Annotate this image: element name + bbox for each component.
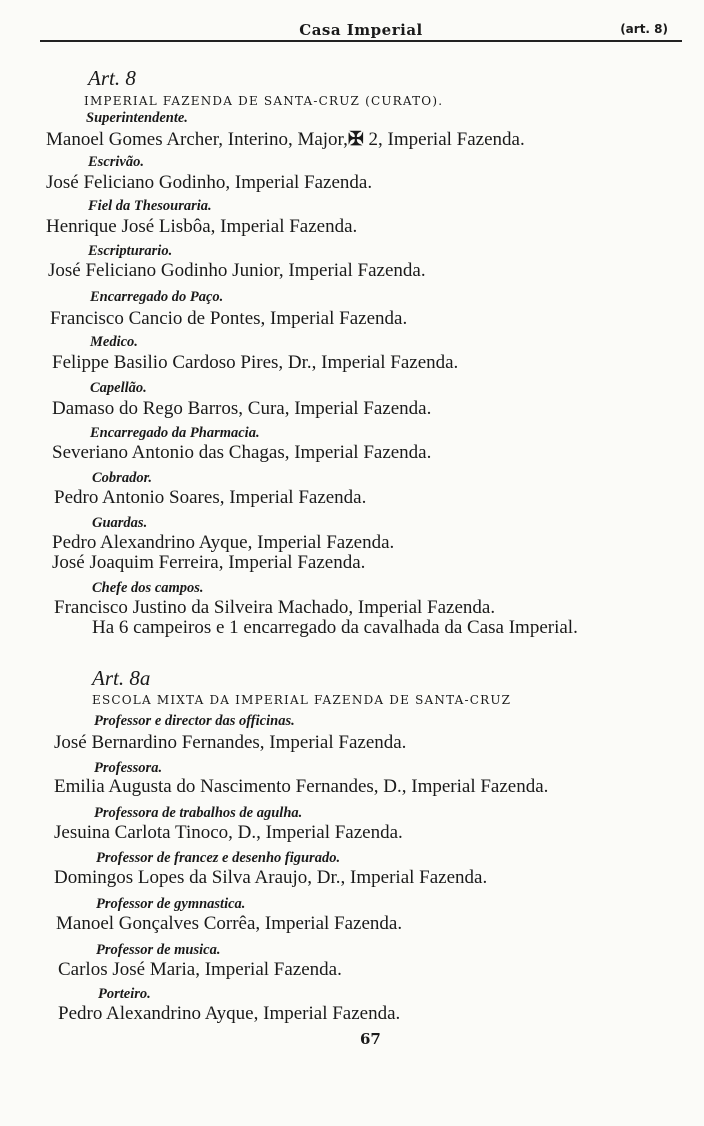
role-label: Cobrador. bbox=[92, 470, 153, 486]
person-line: Henrique José Lisbôa, Imperial Fazenda. bbox=[46, 216, 358, 237]
section-note: Ha 6 campeiros e 1 encarregado da cavalhada da Casa Imperial. bbox=[92, 617, 578, 638]
running-header bbox=[40, 18, 682, 42]
role-label: Porteiro. bbox=[98, 986, 151, 1002]
person-line: Pedro Alexandrino Ayque, Imperial Fazenda. bbox=[58, 1003, 401, 1024]
section-heading: IMPERIAL FAZENDA DE SANTA-CRUZ (CURATO). bbox=[84, 94, 444, 108]
person-line: Carlos José Maria, Imperial Fazenda. bbox=[58, 959, 342, 980]
person-line: José Bernardino Fernandes, Imperial Fazenda. bbox=[54, 732, 407, 753]
role-label: Chefe dos campos. bbox=[92, 580, 204, 596]
person-line: Severiano Antonio das Chagas, Imperial Fazenda. bbox=[52, 442, 432, 463]
person-line: Domingos Lopes da Silva Araujo, Dr., Imperial Fazenda. bbox=[54, 867, 488, 888]
person-line: José Joaquim Ferreira, Imperial Fazenda. bbox=[52, 552, 366, 573]
person-line: Emilia Augusta do Nascimento Fernandes, D., Imperial Fazenda. bbox=[54, 776, 549, 797]
role-label: Professor de francez e desenho figurado. bbox=[96, 850, 341, 866]
header-article-ref: (art. 8) bbox=[620, 22, 668, 36]
role-label: Medico. bbox=[90, 334, 138, 350]
role-label: Professor e director das officinas. bbox=[94, 713, 295, 729]
person-line: Manoel Gonçalves Corrêa, Imperial Fazenda. bbox=[56, 913, 403, 934]
role-label: Guardas. bbox=[92, 515, 148, 531]
person-line: Pedro Antonio Soares, Imperial Fazenda. bbox=[54, 487, 367, 508]
role-label: Escrivão. bbox=[88, 154, 144, 170]
header-title: Casa Imperial bbox=[299, 21, 423, 39]
person-office: 2, Imperial Fazenda. bbox=[363, 129, 525, 150]
role-label: Professor de musica. bbox=[96, 942, 221, 958]
role-label: Professor de gymnastica. bbox=[96, 896, 246, 912]
order-cross-icon: ✠ bbox=[347, 129, 364, 150]
role-label: Encarregado do Paço. bbox=[90, 289, 224, 305]
article-heading: Art. 8a bbox=[92, 666, 151, 690]
person-line bbox=[46, 128, 525, 151]
role-label: Professora de trabalhos de agulha. bbox=[94, 805, 303, 821]
role-label: Fiel da Thesouraria. bbox=[88, 198, 212, 214]
person-line: Jesuina Carlota Tinoco, D., Imperial Fazenda. bbox=[54, 822, 403, 843]
person-line: Pedro Alexandrino Ayque, Imperial Fazenda. bbox=[52, 532, 395, 553]
person-line: Francisco Cancio de Pontes, Imperial Fazenda. bbox=[50, 308, 408, 329]
section-heading: ESCOLA MIXTA DA IMPERIAL FAZENDA DE SANTA-CRUZ bbox=[92, 693, 512, 707]
role-label: Professora. bbox=[94, 760, 163, 776]
page-number: 67 bbox=[360, 1030, 381, 1048]
role-label: Superintendente. bbox=[86, 110, 188, 126]
article-heading: Art. 8 bbox=[88, 66, 136, 90]
person-line: Francisco Justino da Silveira Machado, Imperial Fazenda. bbox=[54, 597, 496, 618]
person-line: José Feliciano Godinho, Imperial Fazenda. bbox=[46, 172, 373, 193]
person-line: José Feliciano Godinho Junior, Imperial Fazenda. bbox=[48, 260, 426, 281]
person-name: Manoel Gomes Archer, Interino, Major, bbox=[46, 129, 348, 150]
person-line: Felippe Basilio Cardoso Pires, Dr., Imperial Fazenda. bbox=[52, 352, 459, 373]
role-label: Escripturario. bbox=[88, 243, 173, 259]
person-line: Damaso do Rego Barros, Cura, Imperial Fazenda. bbox=[52, 398, 432, 419]
role-label: Capellão. bbox=[90, 380, 147, 396]
role-label: Encarregado da Pharmacia. bbox=[90, 425, 260, 441]
